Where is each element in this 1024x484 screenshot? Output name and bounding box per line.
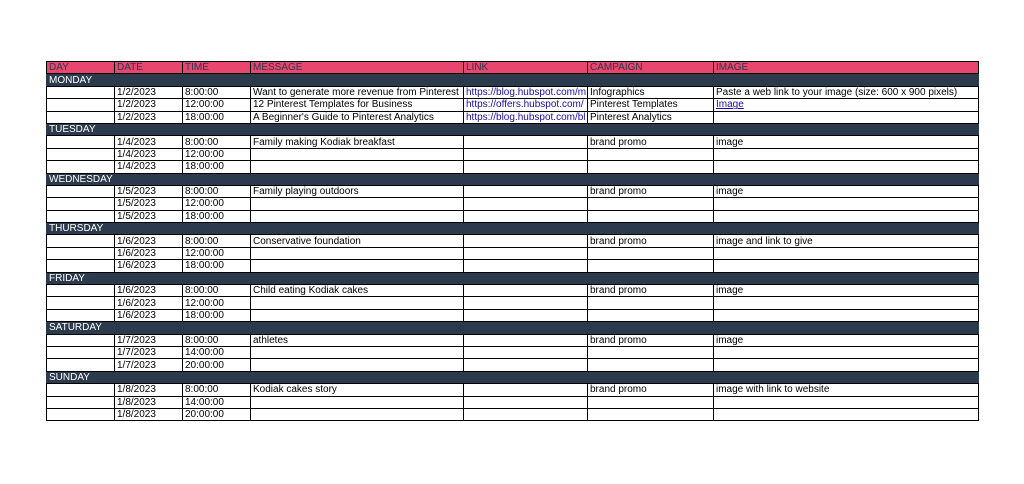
- date-cell[interactable]: 1/4/2023: [115, 136, 183, 148]
- link-cell[interactable]: [464, 334, 588, 346]
- campaign-cell[interactable]: [588, 247, 714, 259]
- link-cell[interactable]: [464, 148, 588, 160]
- date-cell[interactable]: 1/6/2023: [115, 297, 183, 309]
- day-cell[interactable]: [47, 136, 115, 148]
- link-cell[interactable]: [464, 285, 588, 297]
- table-row: [47, 99, 979, 111]
- date-cell[interactable]: 1/2/2023: [115, 86, 183, 98]
- day-cell[interactable]: [47, 334, 115, 346]
- schedule-sheet: [46, 61, 979, 421]
- link-cell[interactable]: [464, 359, 588, 371]
- message-cell[interactable]: Want to generate more revenue from Pinterest: [251, 86, 464, 98]
- campaign-cell[interactable]: [588, 359, 714, 371]
- time-cell[interactable]: 8:00:00: [183, 136, 251, 148]
- message-cell[interactable]: [251, 346, 464, 358]
- date-cell[interactable]: 1/8/2023: [115, 396, 183, 408]
- date-cell[interactable]: 1/6/2023: [115, 309, 183, 321]
- time-cell[interactable]: 8:00:00: [183, 384, 251, 396]
- day-cell[interactable]: [47, 396, 115, 408]
- date-cell[interactable]: 1/6/2023: [115, 235, 183, 247]
- link-cell[interactable]: [464, 346, 588, 358]
- link-cell[interactable]: [464, 210, 588, 222]
- time-cell[interactable]: 8:00:00: [183, 185, 251, 197]
- day-label[interactable]: FRIDAY: [47, 272, 979, 284]
- image-cell[interactable]: image: [714, 185, 979, 197]
- day-label[interactable]: SUNDAY: [47, 371, 979, 383]
- campaign-cell[interactable]: brand promo: [588, 334, 714, 346]
- date-cell[interactable]: 1/8/2023: [115, 408, 183, 420]
- campaign-cell[interactable]: [588, 408, 714, 420]
- time-cell[interactable]: 12:00:00: [183, 247, 251, 259]
- day-cell[interactable]: [47, 185, 115, 197]
- day-cell[interactable]: [47, 86, 115, 98]
- date-cell[interactable]: 1/5/2023: [115, 185, 183, 197]
- header-day[interactable]: DAY: [47, 62, 115, 74]
- campaign-cell[interactable]: [588, 198, 714, 210]
- image-link[interactable]: Image: [716, 99, 744, 111]
- header-image[interactable]: IMAGE: [714, 62, 979, 74]
- message-cell[interactable]: Family making Kodiak breakfast: [251, 136, 464, 148]
- day-cell[interactable]: [47, 408, 115, 420]
- link-cell[interactable]: [464, 396, 588, 408]
- campaign-cell[interactable]: brand promo: [588, 235, 714, 247]
- message-cell[interactable]: [251, 247, 464, 259]
- message-cell[interactable]: [251, 161, 464, 173]
- url-link[interactable]: https://blog.hubspot.com/bl: [466, 111, 586, 123]
- message-cell[interactable]: Family playing outdoors: [251, 185, 464, 197]
- url-link[interactable]: https://blog.hubspot.com/m: [466, 86, 587, 98]
- date-cell[interactable]: 1/7/2023: [115, 346, 183, 358]
- campaign-cell[interactable]: [588, 161, 714, 173]
- table-row: [47, 185, 979, 197]
- table-row: [47, 235, 979, 247]
- day-row-monday: [47, 74, 979, 86]
- campaign-cell[interactable]: [588, 396, 714, 408]
- day-row-wednesday: [47, 173, 979, 185]
- link-cell[interactable]: [464, 235, 588, 247]
- image-cell[interactable]: [714, 359, 979, 371]
- header-message[interactable]: MESSAGE: [251, 62, 464, 74]
- table-row: [47, 396, 979, 408]
- date-cell[interactable]: 1/6/2023: [115, 285, 183, 297]
- campaign-cell[interactable]: [588, 346, 714, 358]
- link-cell[interactable]: [464, 297, 588, 309]
- link-cell[interactable]: [464, 111, 588, 123]
- day-label[interactable]: TUESDAY: [47, 123, 979, 135]
- message-cell[interactable]: athletes: [251, 334, 464, 346]
- image-cell[interactable]: image with link to website: [714, 384, 979, 396]
- table-row: [47, 161, 979, 173]
- campaign-cell[interactable]: brand promo: [588, 185, 714, 197]
- date-cell[interactable]: 1/2/2023: [115, 111, 183, 123]
- day-cell[interactable]: [47, 285, 115, 297]
- table-row: [47, 148, 979, 160]
- image-cell[interactable]: [714, 161, 979, 173]
- table-row: [47, 309, 979, 321]
- message-cell[interactable]: [251, 148, 464, 160]
- time-cell[interactable]: 12:00:00: [183, 148, 251, 160]
- link-cell[interactable]: [464, 185, 588, 197]
- image-cell[interactable]: [714, 309, 979, 321]
- message-cell[interactable]: [251, 309, 464, 321]
- date-cell[interactable]: 1/5/2023: [115, 210, 183, 222]
- link-cell[interactable]: [464, 86, 588, 98]
- message-cell[interactable]: 12 Pinterest Templates for Business: [251, 99, 464, 111]
- time-cell[interactable]: 18:00:00: [183, 161, 251, 173]
- table-row: [47, 86, 979, 98]
- day-row-sunday: [47, 371, 979, 383]
- campaign-cell[interactable]: [588, 148, 714, 160]
- link-cell[interactable]: [464, 198, 588, 210]
- image-cell[interactable]: [714, 247, 979, 259]
- message-cell[interactable]: Kodiak cakes story: [251, 384, 464, 396]
- campaign-cell[interactable]: Pinterest Templates: [588, 99, 714, 111]
- date-cell[interactable]: 1/4/2023: [115, 148, 183, 160]
- header-link[interactable]: LINK: [464, 62, 588, 74]
- link-cell[interactable]: [464, 161, 588, 173]
- date-cell[interactable]: 1/2/2023: [115, 99, 183, 111]
- link-cell[interactable]: [464, 408, 588, 420]
- day-row-thursday: [47, 223, 979, 235]
- header-date[interactable]: DATE: [115, 62, 183, 74]
- message-cell[interactable]: [251, 198, 464, 210]
- message-cell[interactable]: [251, 260, 464, 272]
- day-cell[interactable]: [47, 384, 115, 396]
- image-cell[interactable]: [714, 99, 979, 111]
- day-cell[interactable]: [47, 235, 115, 247]
- time-cell[interactable]: 18:00:00: [183, 260, 251, 272]
- table-row: [47, 359, 979, 371]
- day-label[interactable]: THURSDAY: [47, 223, 979, 235]
- day-label[interactable]: SATURDAY: [47, 322, 979, 334]
- image-cell[interactable]: [714, 408, 979, 420]
- time-cell[interactable]: 8:00:00: [183, 285, 251, 297]
- time-cell[interactable]: 14:00:00: [183, 396, 251, 408]
- time-cell[interactable]: 18:00:00: [183, 210, 251, 222]
- date-cell[interactable]: 1/7/2023: [115, 334, 183, 346]
- time-cell[interactable]: 20:00:00: [183, 359, 251, 371]
- date-cell[interactable]: 1/6/2023: [115, 247, 183, 259]
- image-cell[interactable]: image: [714, 285, 979, 297]
- day-row-saturday: [47, 322, 979, 334]
- link-cell[interactable]: [464, 136, 588, 148]
- campaign-cell[interactable]: [588, 260, 714, 272]
- day-row-friday: [47, 272, 979, 284]
- time-cell[interactable]: 12:00:00: [183, 198, 251, 210]
- image-cell[interactable]: [714, 396, 979, 408]
- table-row: [47, 346, 979, 358]
- campaign-cell[interactable]: Pinterest Analytics: [588, 111, 714, 123]
- date-cell[interactable]: 1/4/2023: [115, 161, 183, 173]
- date-cell[interactable]: 1/5/2023: [115, 198, 183, 210]
- message-cell[interactable]: [251, 359, 464, 371]
- message-cell[interactable]: [251, 297, 464, 309]
- time-cell[interactable]: 8:00:00: [183, 334, 251, 346]
- header-time[interactable]: TIME: [183, 62, 251, 74]
- day-cell[interactable]: [47, 260, 115, 272]
- image-cell[interactable]: Paste a web link to your image (size: 600 x 900 pixels): [714, 86, 979, 98]
- day-cell[interactable]: [47, 161, 115, 173]
- header-campaign[interactable]: CAMPAIGN: [588, 62, 714, 74]
- time-cell[interactable]: 8:00:00: [183, 86, 251, 98]
- day-cell[interactable]: [47, 359, 115, 371]
- table-row: [47, 334, 979, 346]
- campaign-cell[interactable]: [588, 297, 714, 309]
- image-cell[interactable]: image and link to give: [714, 235, 979, 247]
- image-cell[interactable]: [714, 260, 979, 272]
- day-cell[interactable]: [47, 297, 115, 309]
- campaign-cell[interactable]: [588, 210, 714, 222]
- table-row: [47, 384, 979, 396]
- header-row: [47, 62, 979, 74]
- table-row: [47, 247, 979, 259]
- image-cell[interactable]: [714, 148, 979, 160]
- day-label[interactable]: WEDNESDAY: [47, 173, 979, 185]
- day-cell[interactable]: [47, 198, 115, 210]
- image-cell[interactable]: [714, 198, 979, 210]
- table-row: [47, 198, 979, 210]
- time-cell[interactable]: 14:00:00: [183, 346, 251, 358]
- message-cell[interactable]: A Beginner's Guide to Pinterest Analytics: [251, 111, 464, 123]
- url-link[interactable]: https://offers.hubspot.com/: [466, 99, 584, 111]
- time-cell[interactable]: 12:00:00: [183, 99, 251, 111]
- image-cell[interactable]: [714, 297, 979, 309]
- campaign-cell[interactable]: brand promo: [588, 285, 714, 297]
- table-row: [47, 297, 979, 309]
- day-cell[interactable]: [47, 346, 115, 358]
- time-cell[interactable]: 18:00:00: [183, 111, 251, 123]
- image-cell[interactable]: [714, 111, 979, 123]
- link-cell[interactable]: [464, 309, 588, 321]
- link-cell[interactable]: [464, 247, 588, 259]
- table-row: [47, 408, 979, 420]
- day-cell[interactable]: [47, 210, 115, 222]
- time-cell[interactable]: 20:00:00: [183, 408, 251, 420]
- image-cell[interactable]: [714, 210, 979, 222]
- day-label[interactable]: MONDAY: [47, 74, 979, 86]
- campaign-cell[interactable]: Infographics: [588, 86, 714, 98]
- day-cell[interactable]: [47, 148, 115, 160]
- time-cell[interactable]: 12:00:00: [183, 297, 251, 309]
- table-row: [47, 136, 979, 148]
- day-cell[interactable]: [47, 99, 115, 111]
- message-cell[interactable]: [251, 210, 464, 222]
- date-cell[interactable]: 1/7/2023: [115, 359, 183, 371]
- image-cell[interactable]: [714, 346, 979, 358]
- day-cell[interactable]: [47, 309, 115, 321]
- table-row: [47, 111, 979, 123]
- day-cell[interactable]: [47, 111, 115, 123]
- day-row-tuesday: [47, 123, 979, 135]
- campaign-cell[interactable]: brand promo: [588, 136, 714, 148]
- table-row: [47, 285, 979, 297]
- message-cell[interactable]: [251, 396, 464, 408]
- message-cell[interactable]: [251, 408, 464, 420]
- image-cell[interactable]: image: [714, 136, 979, 148]
- link-cell[interactable]: [464, 384, 588, 396]
- date-cell[interactable]: 1/8/2023: [115, 384, 183, 396]
- campaign-cell[interactable]: brand promo: [588, 384, 714, 396]
- time-cell[interactable]: 8:00:00: [183, 235, 251, 247]
- image-cell[interactable]: image: [714, 334, 979, 346]
- day-cell[interactable]: [47, 247, 115, 259]
- date-cell[interactable]: 1/6/2023: [115, 260, 183, 272]
- message-cell[interactable]: Conservative foundation: [251, 235, 464, 247]
- time-cell[interactable]: 18:00:00: [183, 309, 251, 321]
- table-row: [47, 260, 979, 272]
- link-cell[interactable]: [464, 260, 588, 272]
- campaign-cell[interactable]: [588, 309, 714, 321]
- link-cell[interactable]: [464, 99, 588, 111]
- table-row: [47, 210, 979, 222]
- message-cell[interactable]: Child eating Kodiak cakes: [251, 285, 464, 297]
